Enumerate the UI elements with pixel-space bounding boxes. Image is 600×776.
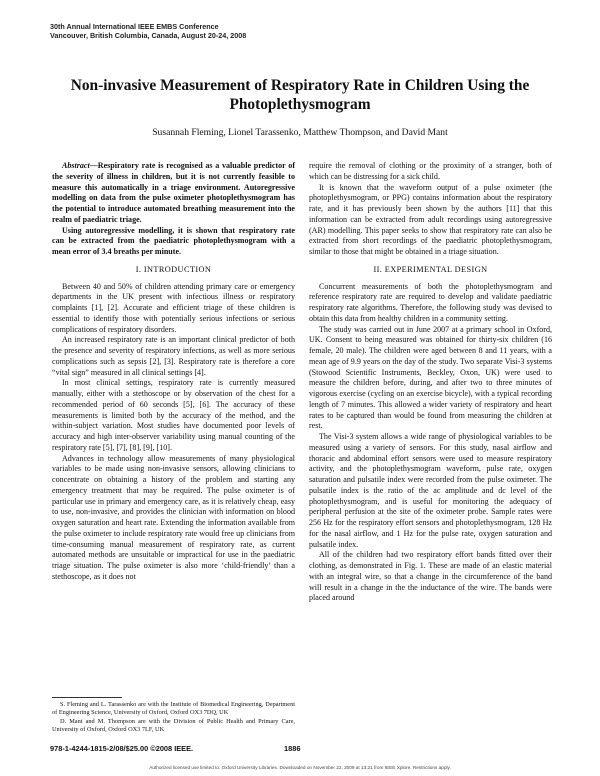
intro-paragraph-5: It is known that the waveform output of a pulse oximeter (the photoplethysmogram, or PPG) contains information about the respiratory rate, and it has previously been shown by the authors [11] that this information can be extracted from adult recordings using autoregressive (AR) modelling. This paper seeks to show that respiratory rate can also be extracted from short recordings of the paediatric photoplethysmogram, similar to those that might be obtained in a triage situation.	[309, 182, 552, 256]
intro-paragraph-2: An increased respiratory rate is an important clinical predictor of both the presence and severity of respiratory infections, as well as more serious complications such as sepsis [2], [3]. Respiratory rate is therefore a core “vital sign” measured in all clinical settings [4].	[52, 335, 295, 377]
footnote-2: D. Mant and M. Thompson are with the Division of Public Health and Primary Care, University of Oxford, Oxford OX3 7LF, UK	[52, 718, 295, 734]
title-line-1: Non-invasive Measurement of Respiratory Rate in Children Using the	[70, 77, 530, 94]
design-paragraph-4: All of the children had two respiratory effort bands fitted over their clothing, as demonstrated in Fig. 1. These are made of an elastic material with an integral wire, so that a change in the circumference of the band will result in a change in the the inductance of the wire. The bands were placed around	[309, 550, 552, 603]
right-column	[309, 161, 552, 604]
abstract-paragraph	[52, 161, 295, 226]
conference-line-1: 30th Annual International IEEE EMBS Conference	[50, 22, 219, 31]
abstract-text: —Respiratory rate is recognised as a valuable predictor of the severity of illness in children, but it is not currently feasible to measure this automatically in a triage environment. Autoregressive modelling on data from the pulse oximeter photoplethysmogram has the potential to introduce automated breathing measurement into the realm of paediatric triage.	[52, 161, 295, 224]
paper-title	[40, 76, 560, 114]
footnote-divider	[52, 697, 122, 698]
title-line-2: Photoplethysmogram	[229, 96, 371, 113]
conference-line-2: Vancouver, British Columbia, Canada, August 20-24, 2008	[50, 31, 247, 40]
footnote-1: S. Fleming and L. Tarassenko are with the Institute of Biomedical Engineering, Department of Engineering Science, University of Oxford, Oxford OX3 7DQ, UK	[52, 701, 295, 716]
intro-paragraph-continued: require the removal of clothing or the proximity of a stranger, both of which can be distressing for a sick child.	[309, 161, 552, 181]
intro-paragraph-3: In most clinical settings, respiratory rate is currently measured manually, either with a stethoscope or by observation of the chest for a recommended period of 60 seconds [5], [6]. The accuracy of these measurements is limited both by the accuracy of the method, and the within-subject variation. Most studies have documented poor levels of accuracy and high inter-observer variability using manual counting of the respiratory rate [5], [7], [8], [9], [10].	[52, 378, 295, 452]
abstract-result-paragraph: Using autoregressive modelling, it is shown that respiratory rate can be extracted from the paediatric photoplethysmogram with a mean error of 3.4 breaths per minute.	[52, 225, 295, 256]
design-paragraph-2: The study was carried out in June 2007 at a primary school in Oxford, UK. Consent to being measured was obtained for thirty-six children (16 female, 20 male). The children were aged between 8 and 11 years, with a mean age of 9.9 years on the day of the study. Two separate Visi-3 systems (Stowood Scientific Instruments, Beckley, Oxon, UK) were used to measure the children before, during, and after two to three minutes of vigorous exercise (cycling on an exercise bicycle), with a typical recording length of 7 minutes. This allowed a wider variety of respiratory and heart rates to be captured than would be found from measuring the children at rest.	[309, 324, 552, 431]
design-paragraph-1: Concurrent measurements of both the photoplethysmogram and reference respiratory rate are required to develop and validate paediatric respiratory rate algorithms. Therefore, the following study was devised to obtain this data from healthy children in a community setting.	[309, 281, 552, 323]
section-heading-introduction: I. INTRODUCTION	[135, 264, 212, 274]
conference-header	[50, 22, 246, 40]
footnotes	[52, 701, 295, 734]
license-notice: Authorized licensed use limited to: Oxford University Libraries. Downloaded on November 22, 2009 at 13:21 from IEEE Xplore. Restrictions apply.	[149, 765, 451, 770]
section-heading-experimental-design: II. EXPERIMENTAL DESIGN	[373, 264, 488, 274]
intro-paragraph-1: Between 40 and 50% of children attending primary care or emergency departments in the UK present with infectious illness or respiratory complaints [1], [2]. Accurate and efficient triage of these children is essential to identify those with potentially serious infections or serious complications of respiratory disorders.	[52, 281, 295, 334]
isbn-copyright: 978-1-4244-1815-2/08/$25.00 ©2008 IEEE.	[50, 744, 194, 753]
page-number: 1886	[284, 744, 301, 753]
author-list: Susannah Fleming, Lionel Tarassenko, Matthew Thompson, and David Mant	[152, 127, 448, 138]
intro-paragraph-4: Advances in technology allow measurements of many physiological variables to be made using non-invasive sensors, allowing clinicians to concentrate on obtaining a history of the problem and starting any emergency treatment that may be required. The pulse oximeter is of particular use in primary and emergency care, as it is relatively cheap, easy to use, non-invasive, and provides the clinician with information on blood oxygen saturation and heart rate. Extending the information available from the pulse oximeter to include respiratory rate would free up clinicians from time-consuming manual measurement of respiratory rate, as current automated methods are unsuitable or impractical for use in the paediatric triage situation. The pulse oximeter is also more ‘child-friendly’ than a stethoscope, as it does not	[52, 453, 295, 581]
left-column	[52, 161, 295, 583]
design-paragraph-3: The Visi-3 system allows a wide range of physiological variables to be measured using a variety of sensors. For this study, nasal airflow and thoracic and abdominal effort sensors were used to measure respiratory activity, and the photoplethysmogram waveform, pulse rate, oxygen saturation and pulsatile index were recorded from the pulse oximeter. The pulsatile index is the ratio of the ac amplitude and dc level of the photoplethysmogram, and is useful for monitoring the adequacy of peripheral perfusion at the site of the oximeter probe. Sample rates were 256 Hz for the respiratory effort sensors and photoplethysmogram, 128 Hz for the nasal airflow, and 1 Hz for the pulse rate, oxygen saturation and pulsatile index.	[309, 432, 552, 549]
abstract-label: Abstract	[62, 161, 90, 170]
